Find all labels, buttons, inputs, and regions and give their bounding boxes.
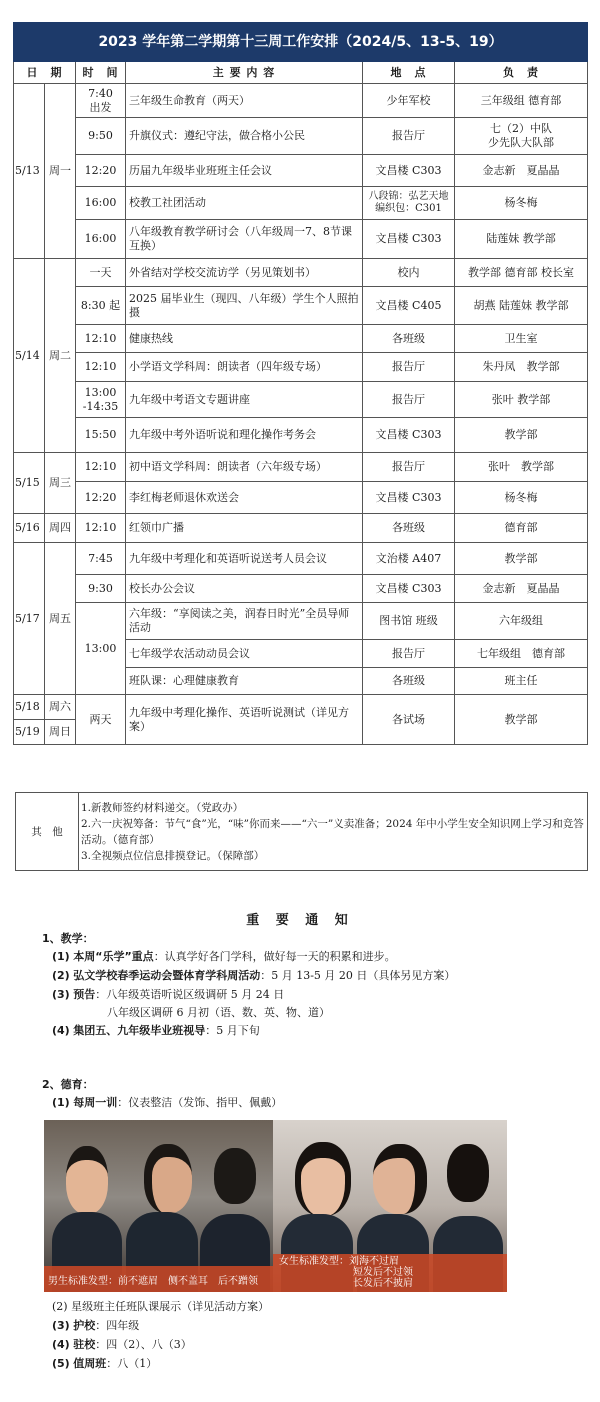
- other-item: 1.新教师签约材料递交。（党政办）: [81, 801, 244, 814]
- content-cell: 李红梅老师退休欢送会: [126, 482, 363, 514]
- place-cell: 各班级: [363, 514, 455, 543]
- date-cell: 5/18: [14, 695, 45, 720]
- weekday-cell: 周六: [45, 695, 76, 720]
- place-cell: 文昌楼 C303: [363, 220, 455, 259]
- header-date: 日 期: [14, 62, 76, 84]
- content-cell: 健康热线: [126, 325, 363, 353]
- place-cell: 图书馆 班级: [363, 603, 455, 640]
- time-cell: 7:45: [76, 543, 126, 575]
- content-cell: 历届九年级毕业班班主任会议: [126, 155, 363, 187]
- place-cell: 报告厅: [363, 640, 455, 668]
- weekday-cell: 周一: [45, 84, 76, 259]
- owner-cell: 教学部: [455, 695, 588, 745]
- time-cell: 8:30 起: [76, 287, 126, 325]
- place-cell: 文昌楼 C303: [363, 418, 455, 453]
- table-row: [14, 514, 588, 543]
- time-cell: 12:20: [76, 482, 126, 514]
- time-cell: 12:20: [76, 155, 126, 187]
- owner-cell: 朱丹凤 教学部: [455, 353, 588, 382]
- date-cell: 5/13: [14, 84, 45, 259]
- weekly-schedule-table: [13, 22, 588, 745]
- header-owner: 负 责: [455, 62, 588, 84]
- moral-item-1: (1) 每周一训：仪表整洁（发饰、指甲、佩戴）: [52, 1096, 283, 1109]
- place-cell: 各试场: [363, 695, 455, 745]
- date-cell: 5/15: [14, 453, 45, 514]
- owner-cell: 卫生室: [455, 325, 588, 353]
- owner-cell: 六年级组: [455, 603, 588, 640]
- boys-hairstyle-photo: [44, 1120, 273, 1292]
- owner-cell: 金志新 夏晶晶: [455, 155, 588, 187]
- content-cell: 红领巾广播: [126, 514, 363, 543]
- teaching-heading: 1、教学：: [42, 932, 94, 945]
- moral-item-4: (4) 驻校：四（2）、八（3）: [52, 1338, 192, 1351]
- content-cell: 九年级中考理化操作、英语听说测试（详见方案）: [126, 695, 363, 745]
- table-row: [14, 482, 588, 514]
- header-place: 地 点: [363, 62, 455, 84]
- table-row: [14, 187, 588, 220]
- place-cell: 文昌楼 C303: [363, 482, 455, 514]
- place-cell: 报告厅: [363, 382, 455, 418]
- teaching-item-4: (4) 集团五、九年级毕业班视导：5 月下旬: [52, 1024, 260, 1037]
- time-cell: 12:10: [76, 453, 126, 482]
- content-cell: 三年级生命教育（两天）: [126, 84, 363, 118]
- owner-cell: 七年级组 德育部: [455, 640, 588, 668]
- owner-cell: 班主任: [455, 668, 588, 695]
- owner-cell: 杨冬梅: [455, 482, 588, 514]
- schedule-title: 2023 学年第二学期第十三周工作安排（2024/5、13-5、19）: [14, 23, 588, 62]
- table-row: [14, 543, 588, 575]
- place-cell: 文昌楼 C405: [363, 287, 455, 325]
- owner-cell: 教学部: [455, 418, 588, 453]
- table-row: [14, 325, 588, 353]
- owner-cell: 张叶 教学部: [455, 382, 588, 418]
- content-cell: 八年级教育教学研讨会（八年级周一7、8节课互换）: [126, 220, 363, 259]
- content-cell: 九年级中考语文专题讲座: [126, 382, 363, 418]
- time-cell: 13:00: [76, 603, 126, 695]
- weekday-cell: 周三: [45, 453, 76, 514]
- time-cell: 9:50: [76, 118, 126, 155]
- table-row: [14, 353, 588, 382]
- moral-item-2: (2) 星级班主任班队课展示（详见活动方案）: [52, 1300, 270, 1313]
- weekday-cell: 周二: [45, 259, 76, 453]
- content-cell: 初中语文学科周：朗读者（六年级专场）: [126, 453, 363, 482]
- moral-item-5: (5) 值周班：八（1）: [52, 1357, 158, 1370]
- owner-cell: 金志新 夏晶晶: [455, 575, 588, 603]
- place-cell: 文昌楼 C303: [363, 575, 455, 603]
- time-cell: 16:00: [76, 220, 126, 259]
- other-item: 2.六一庆祝筹备：节气“食”光，“味”你而来——“六一”义卖准备；2024 年中小学生安全知识网上学习和竞答活动。（德育部）: [81, 817, 584, 846]
- content-cell: 六年级：“享阅读之美，润春日时光”全员导师活动: [126, 603, 363, 640]
- table-row: [14, 118, 588, 155]
- table-row: [14, 84, 588, 118]
- weekday-cell: 周五: [45, 543, 76, 695]
- owner-cell: 教学部 德育部 校长室: [455, 259, 588, 287]
- content-cell: 外省结对学校交流访学（另见策划书）: [126, 259, 363, 287]
- table-row: [14, 695, 588, 720]
- header-content: 主 要 内 容: [126, 62, 363, 84]
- owner-cell: 三年级组 德育部: [455, 84, 588, 118]
- owner-cell: 张叶 教学部: [455, 453, 588, 482]
- time-cell: 13:00 -14:35: [76, 382, 126, 418]
- table-row: [14, 287, 588, 325]
- content-cell: 校教工社团活动: [126, 187, 363, 220]
- owner-cell: 七（2）中队 少先队大队部: [455, 118, 588, 155]
- time-cell: 两天: [76, 695, 126, 745]
- header-time: 时 间: [76, 62, 126, 84]
- time-cell: 7:40 出发: [76, 84, 126, 118]
- moral-heading: 2、德育：: [42, 1078, 94, 1091]
- time-cell: 15:50: [76, 418, 126, 453]
- owner-cell: 教学部: [455, 543, 588, 575]
- place-cell: 文治楼 A407: [363, 543, 455, 575]
- other-items: [79, 793, 588, 871]
- table-row: [14, 220, 588, 259]
- teaching-item-2: (2) 弘文学校春季运动会暨体育学科周活动：5 月 13-5 月 20 日（具体另见方案）: [52, 969, 456, 982]
- content-cell: 九年级中考理化和英语听说送考人员会议: [126, 543, 363, 575]
- owner-cell: 杨冬梅: [455, 187, 588, 220]
- content-cell: 小学语文学科周：朗读者（四年级专场）: [126, 353, 363, 382]
- date-cell: 5/17: [14, 543, 45, 695]
- table-row: [14, 418, 588, 453]
- owner-cell: 德育部: [455, 514, 588, 543]
- owner-cell: 胡燕 陆莲妹 教学部: [455, 287, 588, 325]
- time-cell: 9:30: [76, 575, 126, 603]
- girls-hairstyle-photo: [273, 1120, 507, 1292]
- moral-item-3: (3) 护校：四年级: [52, 1319, 140, 1332]
- place-cell: 各班级: [363, 325, 455, 353]
- table-row: [14, 155, 588, 187]
- place-cell: 报告厅: [363, 353, 455, 382]
- date-cell: 5/19: [14, 720, 45, 745]
- weekday-cell: 周日: [45, 720, 76, 745]
- content-cell: 校长办公会议: [126, 575, 363, 603]
- place-cell: 报告厅: [363, 453, 455, 482]
- table-row: [14, 259, 588, 287]
- place-cell: 八段锦：弘艺天地 编织包：C301: [363, 187, 455, 220]
- date-cell: 5/14: [14, 259, 45, 453]
- other-items-table: [15, 792, 588, 871]
- teaching-item-3: (3) 预告：八年级英语听说区级调研 5 月 24 日: [52, 988, 285, 1001]
- content-cell: 升旗仪式：遵纪守法，做合格小公民: [126, 118, 363, 155]
- table-row: [14, 382, 588, 418]
- time-cell: 12:10: [76, 353, 126, 382]
- content-cell: 班队课：心理健康教育: [126, 668, 363, 695]
- other-label: 其 他: [16, 793, 79, 871]
- time-cell: 12:10: [76, 325, 126, 353]
- place-cell: 文昌楼 C303: [363, 155, 455, 187]
- content-cell: 2025 届毕业生（现四、八年级）学生个人照拍摄: [126, 287, 363, 325]
- date-cell: 5/16: [14, 514, 45, 543]
- teaching-item-1: (1) 本周“乐学”重点：认真学好各门学科，做好每一天的积累和进步。: [52, 950, 396, 963]
- time-cell: 16:00: [76, 187, 126, 220]
- place-cell: 各班级: [363, 668, 455, 695]
- other-item: 3.全视频点位信息排摸登记。（保障部）: [81, 849, 265, 862]
- time-cell: 12:10: [76, 514, 126, 543]
- place-cell: 少年军校: [363, 84, 455, 118]
- place-cell: 报告厅: [363, 118, 455, 155]
- table-row: [14, 603, 588, 640]
- content-cell: 九年级中考外语听说和理化操作考务会: [126, 418, 363, 453]
- boys-caption: 男生标准发型：前不遮眉 侧不盖耳 后不蹭领: [44, 1266, 273, 1292]
- time-cell: 一天: [76, 259, 126, 287]
- place-cell: 校内: [363, 259, 455, 287]
- notice-title: 重 要 通 知: [246, 913, 354, 928]
- girls-caption: 女生标准发型：刘海不过眉 短发后不过领 长发后不披肩: [273, 1254, 507, 1292]
- table-row: [14, 453, 588, 482]
- owner-cell: 陆莲妹 教学部: [455, 220, 588, 259]
- content-cell: 七年级学农活动动员会议: [126, 640, 363, 668]
- weekday-cell: 周四: [45, 514, 76, 543]
- table-row: [14, 575, 588, 603]
- teaching-item-3-line-2: 八年级区调研 6 月初（语、数、英、物、道）: [107, 1006, 330, 1019]
